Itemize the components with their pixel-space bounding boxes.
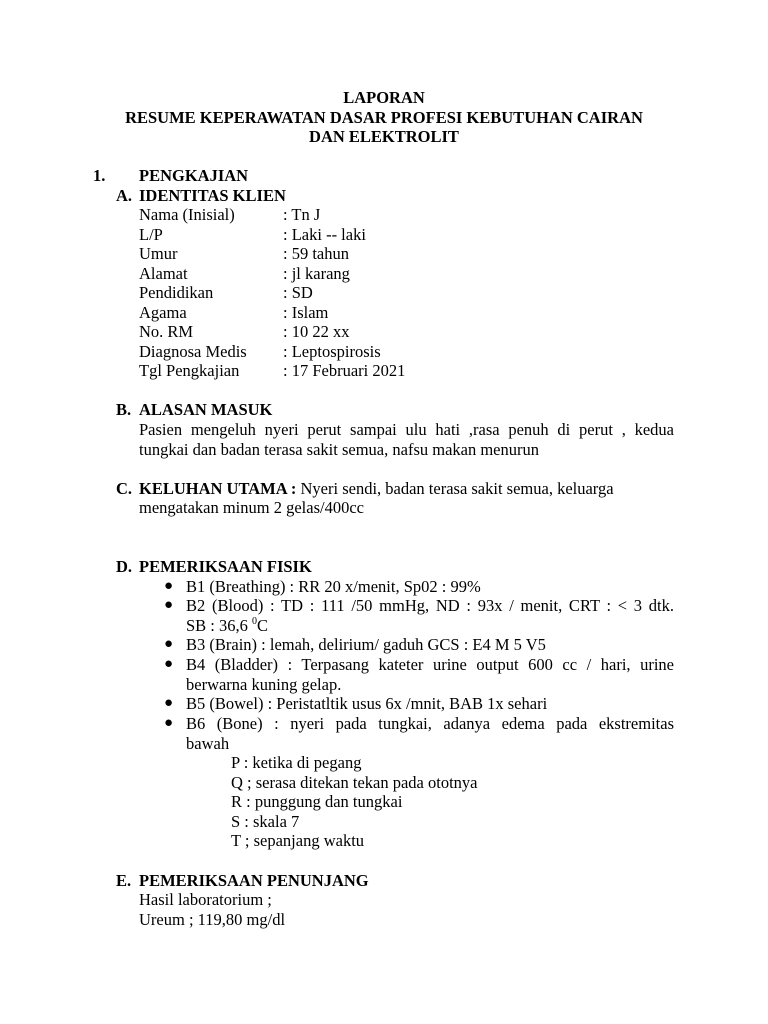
fisik-heading: PEMERIKSAAN FISIK [139,557,312,576]
bullet-icon: ● [164,715,174,731]
alasan-text-line-2: tungkai dan badan terasa sakit semua, nafsu makan menurun [139,440,539,459]
fisik-b1: B1 (Breathing) : RR 20 x/menit, Sp02 : 99% [186,577,481,596]
fisik-b5: B5 (Bowel) : Peristatltik usus 6x /mnit, BAB 1x sehari [186,694,548,713]
bullet-icon: ● [164,578,174,594]
keluhan-letter: C. [116,479,133,498]
title-line-1: LAPORAN [343,88,425,107]
identitas-label: Agama [139,303,187,322]
fisik-b4-line-1: B4 (Bladder) : Terpasang kateter urine output 600 cc / hari, urine [186,655,674,674]
identitas-label: Alamat [139,264,188,283]
alasan-letter: B. [116,400,132,419]
pqrst-item: T ; sepanjang waktu [231,831,365,850]
fisik-b2-line-1: B2 (Blood) : TD : 111 /50 mmHg, ND : 93x / menit, CRT : < 3 dtk. [186,596,674,615]
identitas-label: No. RM [139,322,194,341]
fisik-letter: D. [116,557,133,576]
identitas-value: : 10 22 xx [283,322,350,341]
identitas-value: : 59 tahun [283,244,349,263]
identitas-label: Umur [139,244,178,263]
fisik-b6-line-1: B6 (Bone) : nyeri pada tungkai, adanya edema pada ekstremitas [186,714,674,733]
section-1-heading: PENGKAJIAN [139,166,249,185]
bullet-icon: ● [164,695,174,711]
bullet-icon: ● [164,656,174,672]
section-1-number: 1. [93,166,106,185]
keluhan-heading: KELUHAN UTAMA : [139,479,297,498]
pqrst-item: Q ; serasa ditekan tekan pada ototnya [231,773,478,792]
penunjang-letter: E. [116,871,132,890]
identitas-value: : Tn J [283,205,321,224]
bullet-icon: ● [164,597,174,613]
identitas-label: Pendidikan [139,283,214,302]
identitas-label: Diagnosa Medis [139,342,247,361]
identitas-label: Tgl Pengkajian [139,361,240,380]
identitas-label: L/P [139,225,163,244]
identitas-letter: A. [116,186,133,205]
alasan-heading: ALASAN MASUK [139,400,273,419]
penunjang-line-1: Hasil laboratorium ; [139,890,272,909]
fisik-b2-line-2 [186,616,268,636]
identitas-value: : SD [283,283,313,302]
fisik-b2-temp: SB : 36,6 [186,616,253,635]
penunjang-heading: PEMERIKSAAN PENUNJANG [139,871,369,890]
identitas-value: : 17 Februari 2021 [283,361,406,380]
fisik-b4-line-2: berwarna kuning gelap. [186,675,342,694]
identitas-value: : Leptospirosis [283,342,381,361]
title-line-2: RESUME KEPERAWATAN DASAR PROFESI KEBUTUHAN CAIRAN [125,108,643,127]
alasan-text-line-1: Pasien mengeluh nyeri perut sampai ulu hati ,rasa penuh di perut , kedua [139,420,674,439]
identitas-value: : Laki -- laki [283,225,366,244]
keluhan-line-1 [139,479,614,499]
identitas-label: Nama (Inisial) [139,205,235,224]
fisik-b3: B3 (Brain) : lemah, delirium/ gaduh GCS : E4 M 5 V5 [186,635,546,654]
pqrst-item: R : punggung dan tungkai [231,792,403,811]
penunjang-line-2: Ureum ; 119,80 mg/dl [139,910,286,929]
fisik-b2-degree: 0 [252,616,258,627]
pqrst-item: P : ketika di pegang [231,753,362,772]
identitas-heading: IDENTITAS KLIEN [139,186,286,205]
fisik-b6-line-2: bawah [186,734,230,753]
title-line-3: DAN ELEKTROLIT [309,127,459,146]
fisik-b2-unit: C [257,616,269,635]
keluhan-text: Nyeri sendi, badan terasa sakit semua, keluarga [296,479,614,498]
keluhan-line-2: mengatakan minum 2 gelas/400cc [139,498,364,517]
bullet-icon: ● [164,636,174,652]
identitas-value: : jl karang [283,264,350,283]
identitas-value: : Islam [283,303,329,322]
pqrst-item: S : skala 7 [231,812,300,831]
